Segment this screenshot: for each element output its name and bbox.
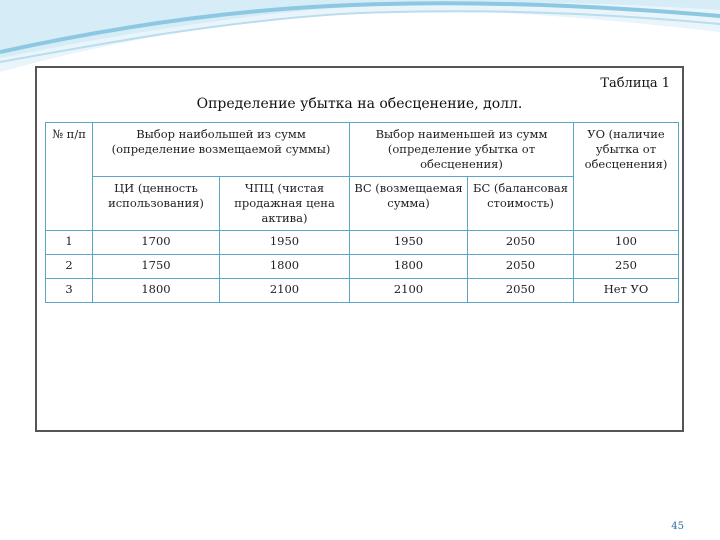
- slide-title: Определение убытка на обесценение, долл.: [196, 96, 523, 112]
- table-row: [46, 254, 679, 278]
- cell-ci: 1800: [93, 278, 220, 302]
- header-number: № п/п: [46, 123, 93, 231]
- cell-uo: 100: [574, 230, 679, 254]
- cell-bs: 2050: [468, 254, 574, 278]
- page-number: 45: [671, 521, 684, 532]
- table-row: [46, 230, 679, 254]
- table-caption: Таблица 1: [600, 76, 670, 91]
- cell-vs: 1950: [350, 230, 468, 254]
- cell-bs: 2050: [468, 278, 574, 302]
- table-header-row: [46, 123, 679, 177]
- cell-uo: Нет УО: [574, 278, 679, 302]
- cell-vs: 2100: [350, 278, 468, 302]
- header-vs: ВС (возмещаемая сумма): [350, 176, 468, 230]
- cell-chpc: 2100: [220, 278, 350, 302]
- table-row: [46, 278, 679, 302]
- row-number: 1: [46, 230, 93, 254]
- cell-chpc: 1950: [220, 230, 350, 254]
- cell-bs: 2050: [468, 230, 574, 254]
- cell-ci: 1700: [93, 230, 220, 254]
- header-group-min: Выбор наименьшей из сумм (определение убытка от обесценения): [350, 123, 574, 177]
- cell-uo: 250: [574, 254, 679, 278]
- header-uo: УО (наличие убытка от обесценения): [574, 123, 679, 231]
- header-group-max: Выбор наибольшей из сумм (определение возмещаемой суммы): [93, 123, 350, 177]
- cell-ci: 1750: [93, 254, 220, 278]
- row-number: 3: [46, 278, 93, 302]
- cell-chpc: 1800: [220, 254, 350, 278]
- slide-frame: [35, 66, 684, 432]
- header-bs: БС (балансовая стоимость): [468, 176, 574, 230]
- cell-vs: 1800: [350, 254, 468, 278]
- header-ci: ЦИ (ценность использования): [93, 176, 220, 230]
- row-number: 2: [46, 254, 93, 278]
- impairment-table: [45, 122, 679, 303]
- header-chpc: ЧПЦ (чистая продажная цена актива): [220, 176, 350, 230]
